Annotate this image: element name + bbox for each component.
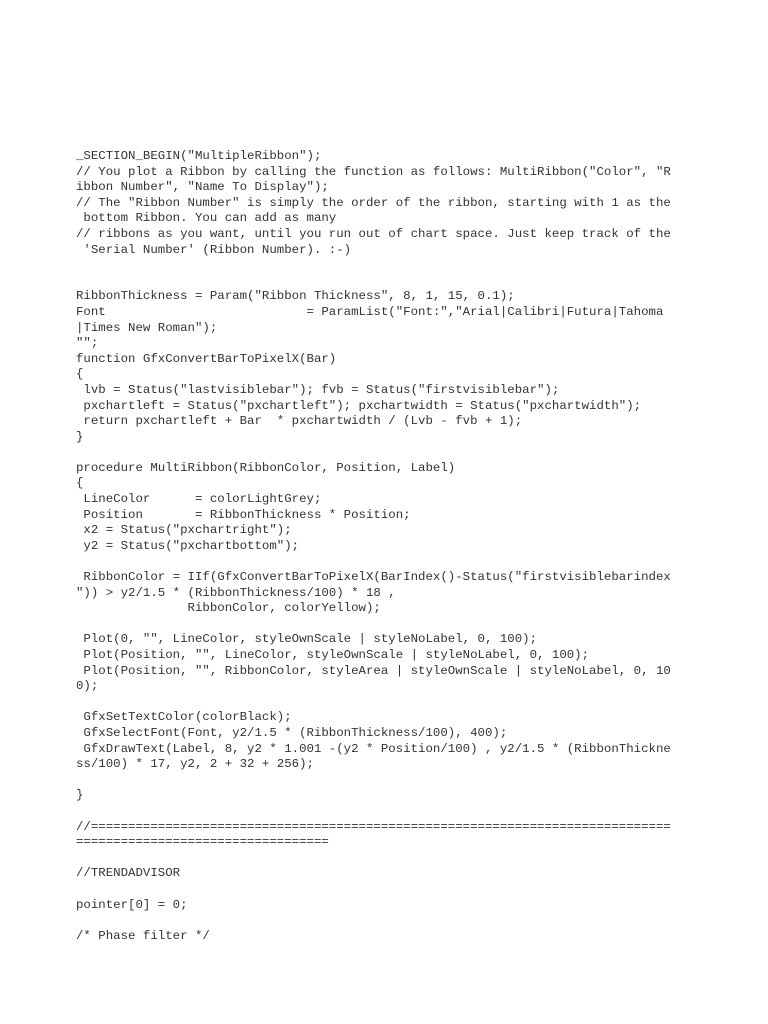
code-line: pxchartleft = Status("pxchartleft"); pxchartwidth = Status("pxchartwidth"); xyxy=(76,398,642,413)
code-line: { xyxy=(76,367,84,382)
code-line: { xyxy=(76,476,84,491)
code-line xyxy=(76,554,676,570)
code-line: ""; xyxy=(76,336,99,351)
code-line: Plot(Position, "", LineColor, styleOwnScale | styleNoLabel, 0, 100); xyxy=(76,648,590,662)
code-line: _SECTION_BEGIN("MultipleRibbon"); xyxy=(76,149,322,163)
code-line: LineColor = colorLightGrey; xyxy=(76,492,322,507)
code-line: Plot(Position, "", RibbonColor, styleArea | styleOwnScale | styleNoLabel, 0, 10 xyxy=(76,663,671,678)
code-line: ibbon Number", "Name To Display"); xyxy=(76,180,329,195)
code-line: // The "Ribbon Number" is simply the order of the ribbon, starting with 1 as the xyxy=(76,195,671,210)
code-line xyxy=(76,445,676,461)
code-line: function GfxConvertBarToPixelX(Bar) xyxy=(76,351,337,366)
code-line: ")) > y2/1.5 * (RibbonThickness/100) * 18 , xyxy=(76,585,396,600)
code-line: /* Phase filter */ xyxy=(76,928,210,943)
code-line: x2 = Status("pxchartright"); xyxy=(76,523,292,538)
code-line: GfxSetTextColor(colorBlack); xyxy=(76,710,292,725)
code-line: ss/100) * 17, y2, 2 + 32 + 256); xyxy=(76,757,314,772)
code-line xyxy=(76,274,676,290)
code-line xyxy=(76,773,676,789)
code-line xyxy=(76,804,676,820)
code-line: return pxchartleft + Bar * pxchartwidth / (Lvb - fvb + 1); xyxy=(76,414,523,429)
code-line: y2 = Status("pxchartbottom"); xyxy=(76,538,300,553)
code-line: //TRENDADVISOR xyxy=(76,866,181,881)
code-line xyxy=(76,258,676,274)
code-line xyxy=(76,617,676,633)
code-line: Position = RibbonThickness * Position; xyxy=(76,507,411,522)
code-listing xyxy=(76,149,676,944)
code-line xyxy=(76,913,676,929)
code-line: } xyxy=(76,788,84,803)
code-line: RibbonColor, colorYellow); xyxy=(76,601,381,616)
code-line: lvb = Status("lastvisiblebar"); fvb = Status("firstvisiblebar"); xyxy=(76,382,560,397)
code-line: RibbonColor = IIf(GfxConvertBarToPixelX(BarIndex()-Status("firstvisiblebarindex xyxy=(76,570,671,585)
code-line: //============================================================================== xyxy=(76,819,671,834)
code-line: |Times New Roman"); xyxy=(76,320,218,335)
code-line: bottom Ribbon. You can add as many xyxy=(76,211,337,226)
code-line: GfxDrawText(Label, 8, y2 * 1.001 -(y2 * Position/100) , y2/1.5 * (RibbonThickne xyxy=(76,741,671,756)
code-line xyxy=(76,695,676,711)
code-line: RibbonThickness = Param("Ribbon Thickness", 8, 1, 15, 0.1); xyxy=(76,289,515,304)
code-line: Font = ParamList("Font:","Arial|Calibri|Futura|Tahoma xyxy=(76,304,664,319)
code-line xyxy=(76,851,676,867)
code-line: ================================== xyxy=(76,835,329,850)
code-line: } xyxy=(76,429,84,444)
code-line: Plot(0, "", LineColor, styleOwnScale | styleNoLabel, 0, 100); xyxy=(76,632,538,647)
code-line: GfxSelectFont(Font, y2/1.5 * (RibbonThickness/100), 400); xyxy=(76,725,508,740)
code-line: pointer[0] = 0; xyxy=(76,897,188,912)
code-line: procedure MultiRibbon(RibbonColor, Position, Label) xyxy=(76,460,456,475)
code-line: // ribbons as you want, until you run out of chart space. Just keep track of the xyxy=(76,226,671,241)
code-line: 'Serial Number' (Ribbon Number). :-) xyxy=(76,242,352,257)
code-line: 0); xyxy=(76,679,99,694)
code-line xyxy=(76,882,676,898)
code-line: // You plot a Ribbon by calling the function as follows: MultiRibbon("Color", "R xyxy=(76,164,671,179)
